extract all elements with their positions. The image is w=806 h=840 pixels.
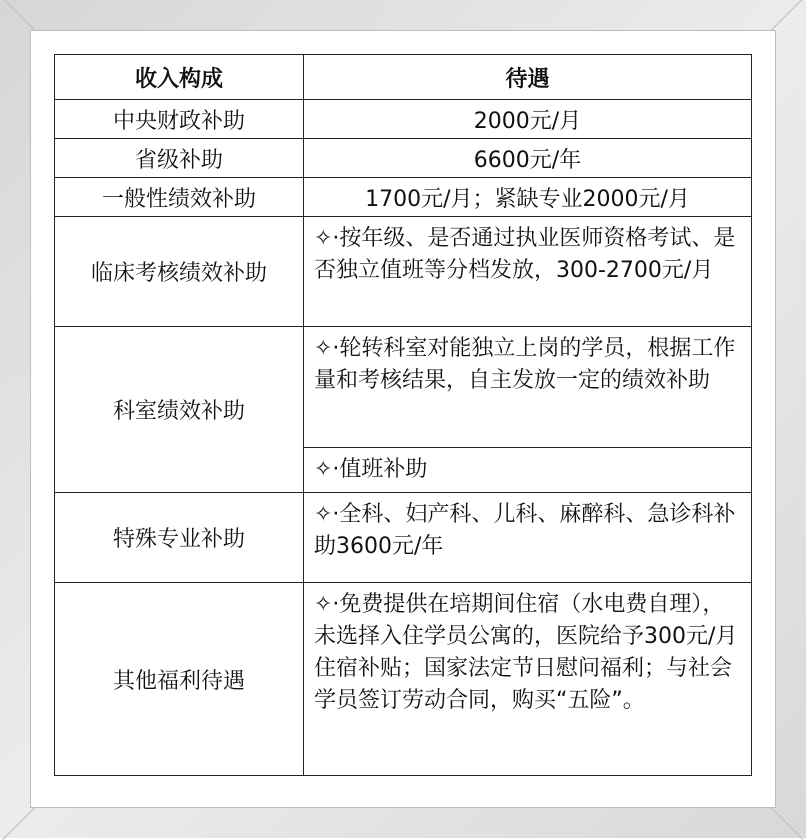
frame-corner bbox=[2, 807, 35, 840]
row-item: 省级补助 bbox=[55, 139, 304, 178]
row-item: 中央财政补助 bbox=[55, 100, 304, 139]
frame-corner bbox=[770, 807, 803, 840]
benefits-table bbox=[54, 54, 752, 776]
row-value: 2000元/月 bbox=[304, 100, 752, 139]
header-row bbox=[55, 55, 752, 100]
row-value: ✧·按年级、是否通过执业医师资格考试、是否独立值班等分档发放，300-2700元/月 bbox=[304, 217, 752, 327]
table-row bbox=[55, 100, 752, 139]
table-row bbox=[55, 217, 752, 327]
table-row bbox=[55, 583, 752, 776]
row-value: ✧·全科、妇产科、儿科、麻醉科、急诊科补助3600元/年 bbox=[304, 493, 752, 583]
row-item: 其他福利待遇 bbox=[55, 583, 304, 776]
table-row bbox=[55, 493, 752, 583]
row-item: 科室绩效补助 bbox=[55, 327, 304, 493]
frame-corner bbox=[2, 0, 35, 31]
header-treatment: 待遇 bbox=[304, 55, 752, 100]
row-value: ✧·轮转科室对能独立上岗的学员，根据工作量和考核结果，自主发放一定的绩效补助 bbox=[304, 327, 752, 448]
row-value: ✧·免费提供在培期间住宿（水电费自理），未选择入住学员公寓的，医院给予300元/月住宿补贴；国家法定节日慰问福利；与社会学员签订劳动合同，购买“五险”。 bbox=[304, 583, 752, 776]
frame-corner bbox=[770, 0, 803, 31]
table-row bbox=[55, 178, 752, 217]
header-income-composition: 收入构成 bbox=[55, 55, 304, 100]
table-row bbox=[55, 327, 752, 448]
row-value: 1700元/月；紧缺专业2000元/月 bbox=[304, 178, 752, 217]
row-item: 临床考核绩效补助 bbox=[55, 217, 304, 327]
row-item: 一般性绩效补助 bbox=[55, 178, 304, 217]
row-value: 6600元/年 bbox=[304, 139, 752, 178]
row-item: 特殊专业补助 bbox=[55, 493, 304, 583]
row-value: ✧·值班补助 bbox=[304, 448, 752, 493]
table-row bbox=[55, 139, 752, 178]
